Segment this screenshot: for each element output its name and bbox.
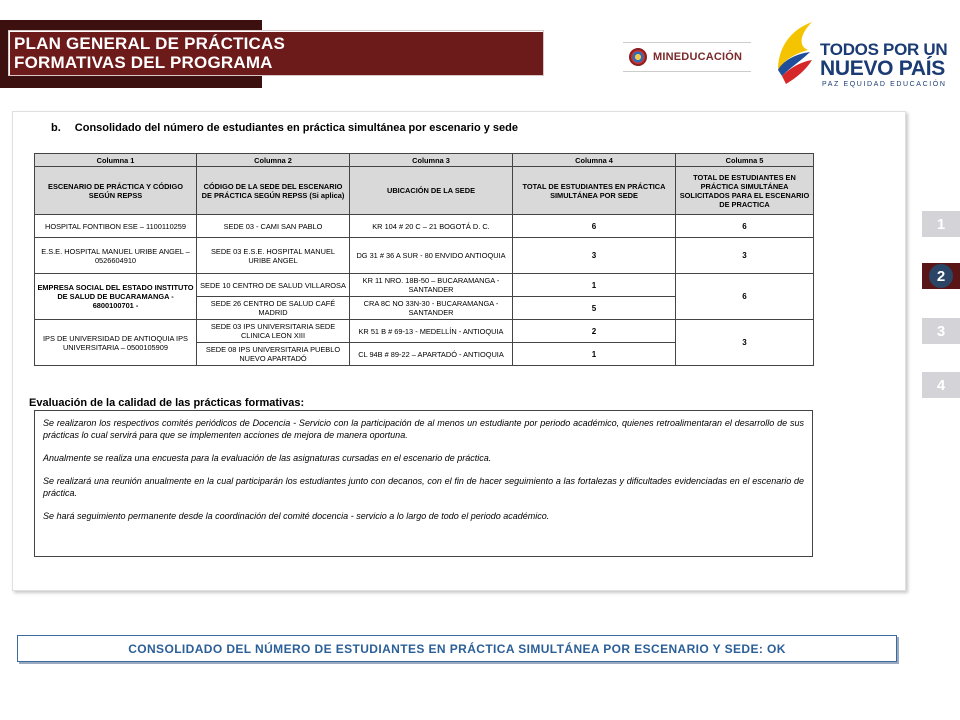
scenario-cell: IPS DE UNIVERSIDAD DE ANTIOQUIA IPS UNIVERSITARIA – 0500105909 — [35, 320, 197, 366]
table-row — [35, 215, 814, 238]
location-cell: DG 31 # 36 A SUR - 80 ENVIDO ANTIOQUIA — [350, 238, 513, 274]
total-sede-cell: 1 — [513, 343, 676, 366]
location-cell: KR 11 NRO. 18B-50 – BUCARAMANGA - SANTANDER — [350, 274, 513, 297]
status-banner: CONSOLIDADO DEL NÚMERO DE ESTUDIANTES EN PRÁCTICA SIMULTÁNEA POR ESCENARIO Y SEDE: OK — [17, 635, 897, 662]
logo-line1: TODOS POR UN — [820, 40, 948, 59]
sede-cell: SEDE 26 CENTRO DE SALUD CAFÉ MADRID — [197, 297, 350, 320]
logo-line2: NUEVO PAÍS — [820, 57, 945, 80]
sede-cell: SEDE 03 - CAMI SAN PABLO — [197, 215, 350, 238]
sede-cell: SEDE 03 E.S.E. HOSPITAL MANUEL URIBE ANGEL — [197, 238, 350, 274]
total-sede-cell: 6 — [513, 215, 676, 238]
total-scenario-cell: 3 — [676, 238, 814, 274]
header-cell: TOTAL DE ESTUDIANTES EN PRÁCTICA SIMULTÁNEA POR SEDE — [513, 167, 676, 215]
evaluation-paragraph: Anualmente se realiza una encuesta para la evaluación de las asignaturas cursadas en el escenario de práctica. — [43, 453, 492, 463]
nav-page-number: 1 — [936, 215, 946, 233]
total-sede-cell: 5 — [513, 297, 676, 320]
nav-page-number: 4 — [936, 376, 946, 394]
table-row — [35, 274, 814, 297]
header-cell: CÓDIGO DE LA SEDE DEL ESCENARIO DE PRÁCTICA SEGÚN REPSS (Si aplica) — [197, 167, 350, 215]
location-cell: CL 94B # 89-22 – APARTADÓ - ANTIOQUIA — [350, 343, 513, 366]
sede-cell: SEDE 08 IPS UNIVERSITARIA PUEBLO NUEVO APARTADÓ — [197, 343, 350, 366]
scenario-cell: EMPRESA SOCIAL DEL ESTADO INSTITUTO DE SALUD DE BUCARAMANGA - 6800100701 - — [35, 274, 197, 320]
nav-page-3[interactable] — [922, 318, 960, 344]
document-heading-letter: b. — [51, 122, 61, 134]
table-header-row — [35, 167, 814, 215]
header-cell: TOTAL DE ESTUDIANTES EN PRÁCTICA SIMULTÁNEA SOLICITADOS PARA EL ESCENARIO DE PRACTICA — [676, 167, 814, 215]
todos-por-un-nuevo-pais-logo — [772, 20, 952, 90]
nav-page-4[interactable] — [922, 372, 960, 398]
nav-page-2[interactable] — [922, 263, 960, 289]
evaluation-paragraph: Se realizará una reunión anualmente en la cual participarán los estudiantes junto con decanos, con el fin de hacer seguimiento a las fortalezas y dificultades evidenciadas en el escenario de práctica. — [43, 476, 804, 498]
document-heading — [51, 122, 518, 134]
evaluation-paragraph: Se realizaron los respectivos comités periódicos de Docencia - Servicio con la participación de al menos un estudiante por periodo académico, quienes retroalimentaran el desarrollo de sus prácticas lo cual servirá para que se implementen acciones de mejora de manera oportuna. — [43, 418, 804, 440]
total-sede-cell: 1 — [513, 274, 676, 297]
header-cell: UBICACIÓN DE LA SEDE — [350, 167, 513, 215]
logo-tagline: PAZ EQUIDAD EDUCACIÓN — [822, 81, 947, 88]
nav-page-number: 2 — [929, 264, 953, 288]
location-cell: KR 51 B # 69-13 - MEDELLÍN - ANTIOQUIA — [350, 320, 513, 343]
total-sede-cell: 2 — [513, 320, 676, 343]
page-title-line2: FORMATIVAS DEL PROGRAMA — [14, 53, 273, 72]
sede-cell: SEDE 10 CENTRO DE SALUD VILLAROSA — [197, 274, 350, 297]
scenario-cell: E.S.E. HOSPITAL MANUEL URIBE ANGEL – 0526604910 — [35, 238, 197, 274]
evaluation-title: Evaluación de la calidad de las prácticas formativas: — [29, 397, 305, 409]
total-scenario-cell: 3 — [676, 320, 814, 366]
page-title — [14, 34, 354, 72]
column-label: Columna 4 — [513, 154, 676, 167]
coat-of-arms-icon — [629, 48, 647, 66]
nav-page-number: 3 — [936, 322, 946, 340]
location-cell: KR 104 # 20 C – 21 BOGOTÁ D. C. — [350, 215, 513, 238]
document-image — [12, 111, 906, 591]
evaluation-box — [34, 410, 813, 557]
colombia-flag-swoosh-icon — [772, 20, 822, 90]
document-heading-text: Consolidado del número de estudiantes en práctica simultánea por escenario y sede — [74, 122, 518, 134]
mineducacion-logo — [623, 42, 751, 72]
students-table — [34, 153, 814, 366]
total-sede-cell: 3 — [513, 238, 676, 274]
page-title-line1: PLAN GENERAL DE PRÁCTICAS — [14, 34, 286, 53]
sede-cell: SEDE 03 IPS UNIVERSITARIA SEDE CLINICA LEON XIII — [197, 320, 350, 343]
column-label: Columna 5 — [676, 154, 814, 167]
column-label: Columna 3 — [350, 154, 513, 167]
table-row — [35, 320, 814, 343]
mineducacion-logo-text: MINEDUCACIÓN — [653, 51, 743, 63]
total-scenario-cell: 6 — [676, 274, 814, 320]
table-column-row — [35, 154, 814, 167]
table-row — [35, 238, 814, 274]
evaluation-paragraph: Se hará seguimiento permanente desde la coordinación del comité docencia - servicio a lo largo de todo el periodo académico. — [43, 511, 550, 521]
scenario-cell: HOSPITAL FONTIBON ESE – 1100110259 — [35, 215, 197, 238]
column-label: Columna 1 — [35, 154, 197, 167]
column-label: Columna 2 — [197, 154, 350, 167]
location-cell: CRA 8C NO 33N-30 - BUCARAMANGA - SANTANDER — [350, 297, 513, 320]
header-cell: ESCENARIO DE PRÁCTICA Y CÓDIGO SEGÚN REPSS — [35, 167, 197, 215]
nav-page-1[interactable] — [922, 211, 960, 237]
total-scenario-cell: 6 — [676, 215, 814, 238]
